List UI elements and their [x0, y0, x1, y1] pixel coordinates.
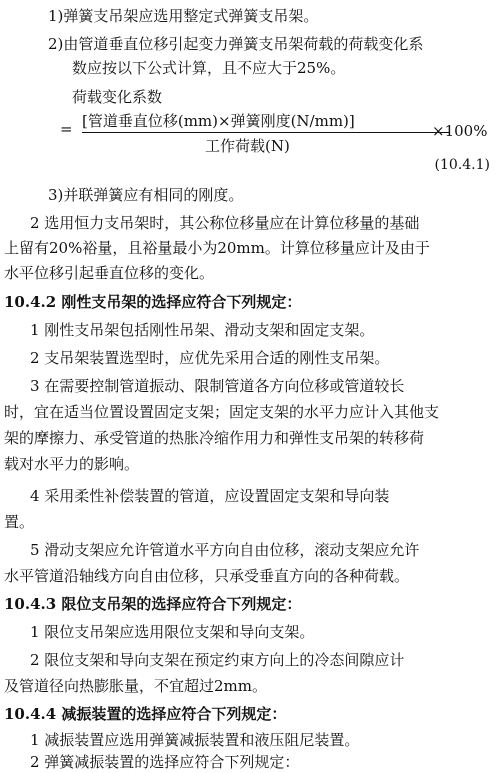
clause-2-line-1: 2 选用恒力支吊架时，其公称位移量应在计算位移量的基础	[30, 214, 420, 232]
item-3: 3)并联弹簧应有相同的刚度。	[48, 186, 244, 204]
rigid-item-5-line-1: 5 滑动支架应允许管道水平方向自由位移，滚动支架应允许	[30, 541, 420, 559]
rigid-item-2: 2 支吊架装置选型时，应优先采用合适的刚性支吊架。	[30, 349, 390, 367]
limit-item-2-line-1: 2 限位支架和导向支架在预定约束方向上的冷态间隙应计	[30, 651, 405, 669]
limit-item-1: 1 限位支吊架应选用限位支架和导向支架。	[30, 623, 315, 641]
formula-label: 荷载变化系数	[72, 88, 163, 106]
section-10-4-4: 10.4.4 减振装置的选择应符合下列规定：	[4, 705, 287, 723]
formula-numerator: [管道垂直位移(mm)×弹簧刚度(N/mm)]	[82, 112, 355, 130]
section-10-4-2: 10.4.2 刚性支吊架的选择应符合下列规定：	[4, 293, 302, 311]
clause-2-line-3: 水平位移引起垂直位移的变化。	[4, 264, 215, 282]
formula	[60, 110, 500, 156]
rigid-item-3-line-3: 架的摩擦力、承受管道的热胀冷缩作用力和弹性支吊架的转移荷	[4, 429, 425, 447]
damper-item-2: 2 弹簧减振装置的选择应符合下列规定：	[30, 753, 300, 771]
rigid-item-4-line-2: 置。	[4, 513, 35, 531]
rigid-item-3-line-1: 3 在需要控制管道振动、限制管道各方向位移或管道较长	[30, 377, 405, 395]
rigid-item-4-line-1: 4 采用柔性补偿装置的管道，应设置固定支架和导向装	[30, 487, 390, 505]
rigid-item-5-line-2: 水平管道沿轴线方向自由位移，只承受垂直方向的各种荷载。	[4, 567, 410, 585]
clause-2-line-2: 上留有20%裕量，且裕量最小为20mm。计算位移量应计及由于	[4, 239, 430, 257]
section-10-4-3: 10.4.3 限位支吊架的选择应符合下列规定：	[4, 595, 302, 613]
rigid-item-3-line-2: 时，宜在适当位置设置固定支架；固定支架的水平力应计入其他支	[4, 403, 440, 421]
item-2-line-1: 2)由管道垂直位移引起变力弹簧支吊架荷载的荷载变化系	[48, 35, 424, 53]
limit-item-2-line-2: 及管道径向热膨胀量，不宜超过2mm。	[4, 677, 267, 695]
equation-number: (10.4.1)	[434, 157, 490, 173]
formula-equals: =	[60, 120, 73, 138]
fraction-bar	[82, 132, 450, 133]
item-1: 1)弹簧支吊架应选用整定式弹簧支吊架。	[48, 7, 319, 25]
item-2-line-2: 数应按以下公式计算，且不应大于25%。	[72, 59, 346, 77]
rigid-item-1: 1 刚性支吊架包括刚性吊架、滑动支架和固定支架。	[30, 321, 375, 339]
rigid-item-3-line-4: 载对水平力的影响。	[4, 455, 140, 473]
damper-item-1: 1 减振装置应选用弹簧减振装置和液压阻尼装置。	[30, 731, 360, 749]
formula-multiplier: ×100%	[432, 122, 488, 140]
formula-denominator: 工作荷载(N)	[205, 137, 290, 155]
